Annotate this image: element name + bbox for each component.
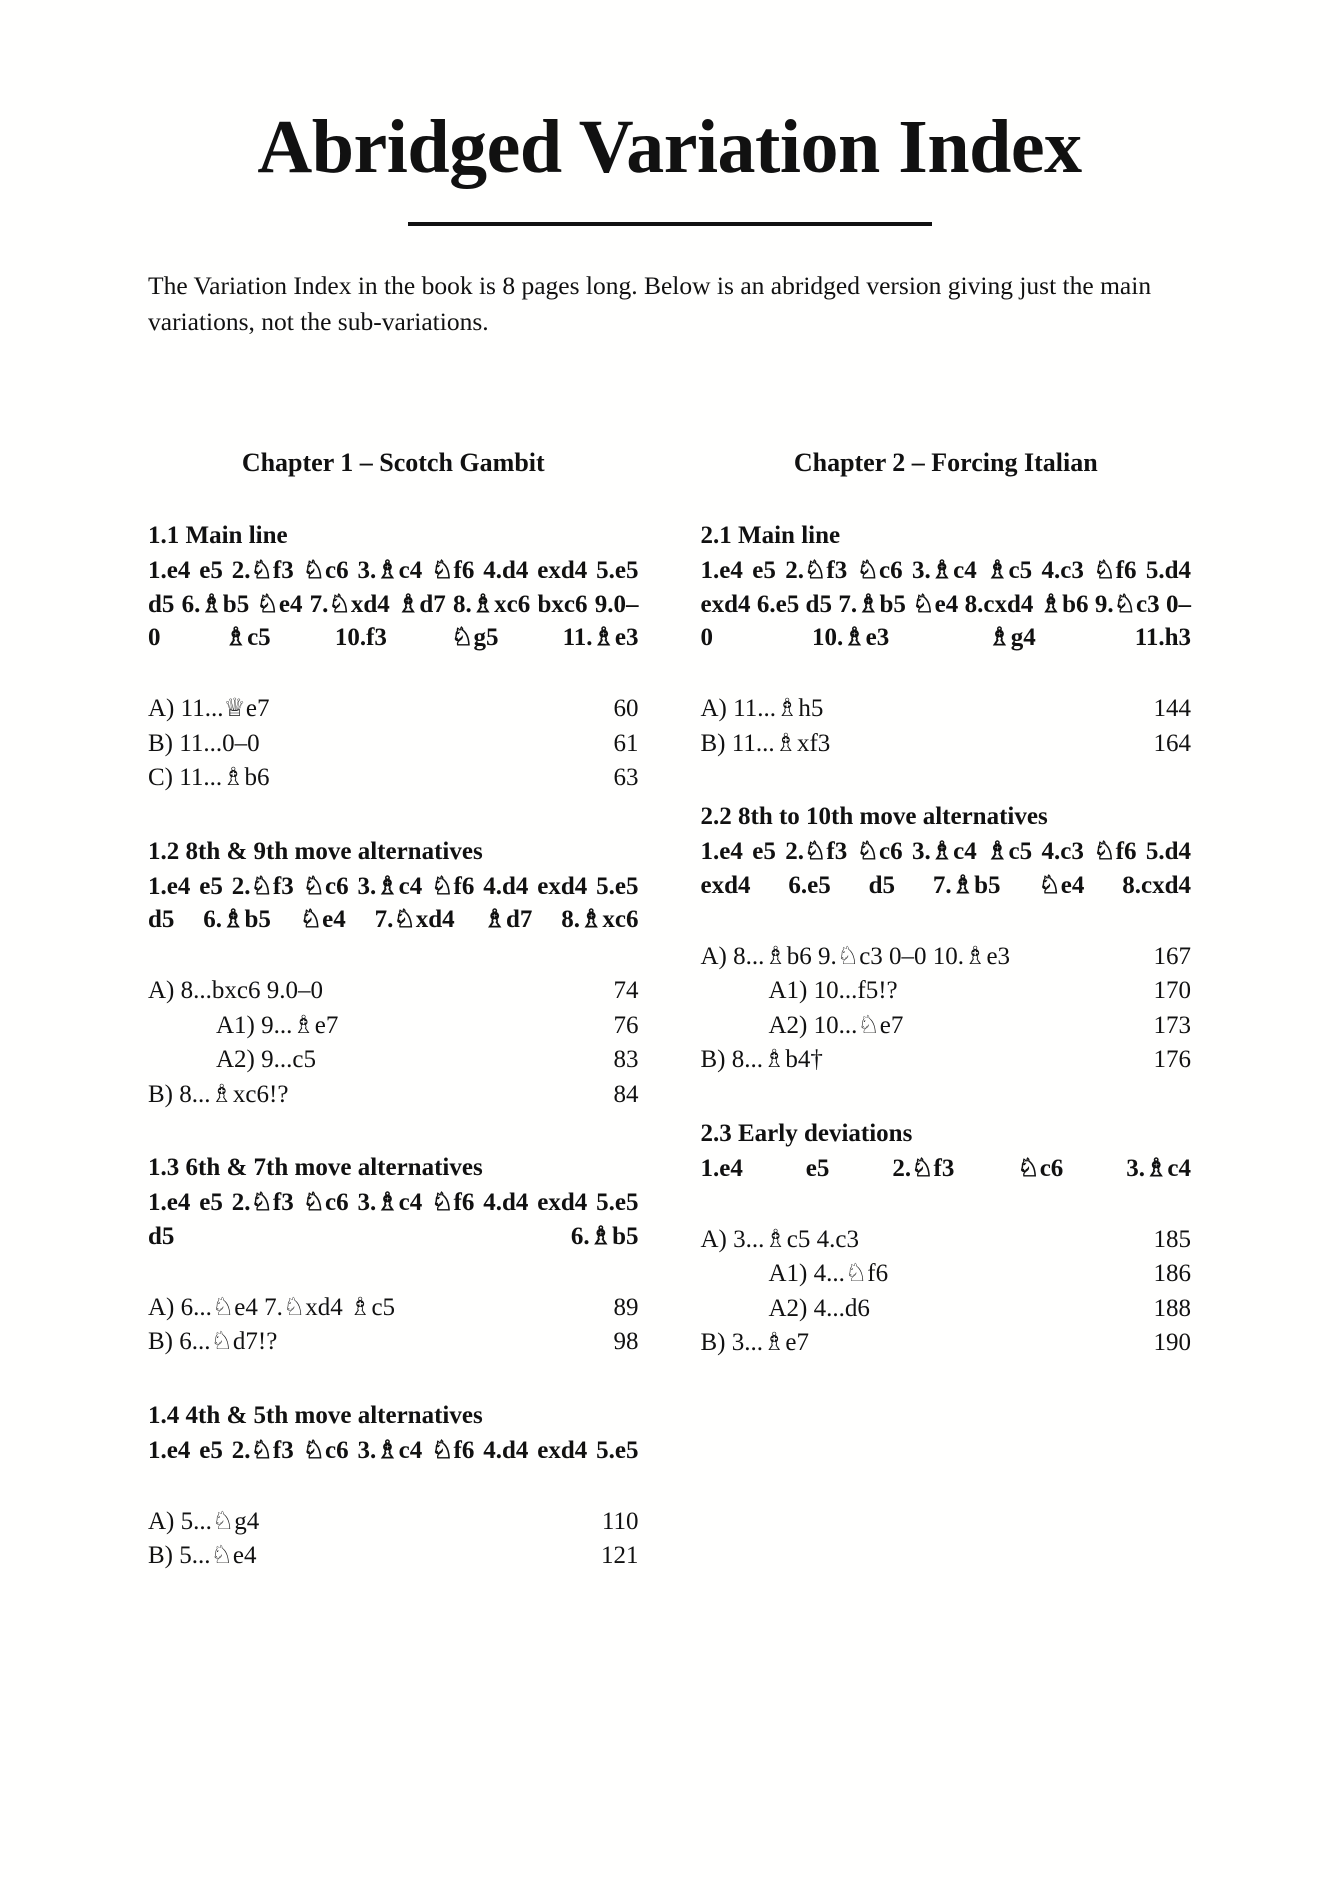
index-entry[interactable]: [148, 1505, 639, 1540]
section-title: 1.3 6th & 7th move alternatives: [148, 1154, 483, 1181]
index-entry[interactable]: [701, 1257, 1192, 1292]
title-divider: [408, 222, 932, 226]
section-title: 2.2 8th to 10th move alternatives: [700, 803, 1048, 830]
index-entry[interactable]: [701, 1223, 1192, 1258]
index-entry[interactable]: [148, 1009, 639, 1044]
section-title: 1.4 4th & 5th move alternatives: [148, 1401, 483, 1429]
section-title: 2.3 Early deviations: [700, 1119, 913, 1147]
index-entry[interactable]: [701, 1009, 1192, 1044]
entry-label: A) 8...bxc6 9.0–0: [148, 977, 323, 1004]
entry-label: C) 11...♗b6: [148, 764, 270, 791]
entry-label: B) 5...♘e4: [148, 1542, 257, 1569]
entry-page-number: 74: [613, 977, 639, 1004]
entry-page-number: 89: [613, 1293, 639, 1321]
entry-label: B) 8...♗xc6!?: [148, 1080, 289, 1108]
index-entry[interactable]: [148, 1539, 639, 1574]
chapter-heading: Chapter 2 – Forcing Italian: [793, 448, 1098, 477]
entry-page-number: 190: [1153, 1329, 1191, 1356]
entry-page-number: 188: [1153, 1294, 1191, 1322]
index-entry[interactable]: [701, 940, 1192, 975]
entry-page-number: 164: [1153, 729, 1191, 757]
entry-label: A) 5...♘g4: [148, 1507, 260, 1535]
entry-page-number: 144: [1153, 695, 1191, 722]
entry-page-number: 186: [1153, 1260, 1191, 1287]
entry-page-number: 84: [613, 1080, 639, 1108]
entry-label: B) 3...♗e7: [700, 1329, 810, 1356]
intro-paragraph: The Variation Index in the book is 8 pages long. Below is an abridged version giving just the main variations, not the sub-variations.: [148, 270, 1152, 336]
entry-label: A2) 10...♘e7: [768, 1011, 904, 1039]
entry-page-number: 63: [613, 764, 639, 791]
page-title: Abridged Variation Index: [257, 105, 1082, 189]
section-title: 2.1 Main line: [700, 522, 841, 549]
index-entry[interactable]: [701, 1043, 1192, 1078]
section-2-3: [701, 1118, 1192, 1361]
entry-page-number: 110: [601, 1507, 639, 1535]
entry-page-number: 121: [601, 1542, 639, 1569]
section-moves: 1.e4 e5 2.♘f3 ♘c6 3.♗c4 ♘f6 4.d4 exd4 5.e5: [148, 1436, 639, 1464]
entry-label: A2) 9...c5: [216, 1046, 316, 1073]
section-title: 1.2 8th & 9th move alternatives: [148, 837, 483, 865]
section-2-2: [701, 801, 1192, 1078]
entry-label: B) 8...♗b4†: [700, 1046, 823, 1073]
column-chapter-1: [148, 448, 639, 1614]
entry-page-number: 98: [613, 1328, 639, 1355]
section-moves: 1.e4 e5 2.♘f3 ♘c6 3.♗c4 ♘f6 4.d4 exd4 5.e5 d5 6.♗b5 ♘e4 7.♘xd4 ♗d7 8.♗xc6 bxc6 9.0–0 ♗c5 10.f3 ♘g5 11.♗e3: [148, 557, 639, 651]
entry-page-number: 83: [613, 1046, 639, 1073]
index-entry[interactable]: [701, 692, 1192, 727]
entry-page-number: 167: [1153, 942, 1191, 970]
section-moves: 1.e4 e5 2.♘f3 ♘c6 3.♗c4 ♘f6 4.d4 exd4 5.e5 d5 6.♗b5 ♘e4 7.♘xd4 ♗d7 8.♗xc6: [148, 872, 639, 933]
section-1-1: [148, 520, 639, 796]
entry-page-number: 76: [613, 1011, 639, 1039]
entry-page-number: 185: [1153, 1225, 1191, 1253]
section-1-2: [148, 836, 639, 1113]
entry-page-number: 176: [1153, 1046, 1191, 1073]
chapter-heading: Chapter 1 – Scotch Gambit: [241, 448, 545, 477]
entry-page-number: 173: [1153, 1011, 1191, 1039]
entry-page-number: 60: [613, 695, 639, 722]
entry-page-number: 61: [613, 729, 639, 757]
section-moves: 1.e4 e5 2.♘f3 ♘c6 3.♗c4 ♗c5 4.c3 ♘f6 5.d4 exd4 6.e5 d5 7.♗b5 ♘e4 8.cxd4: [700, 838, 1191, 899]
index-entry[interactable]: [148, 761, 639, 796]
entry-page-number: 170: [1153, 977, 1191, 1004]
section-1-3: [148, 1152, 639, 1360]
index-columns: [148, 448, 1191, 1614]
entry-label: A) 11...♕e7: [148, 695, 270, 722]
index-entry[interactable]: [148, 727, 639, 762]
entry-label: B) 11...♗xf3: [700, 729, 831, 757]
entry-label: A1) 4...♘f6: [768, 1260, 889, 1287]
index-entry[interactable]: [148, 1078, 639, 1113]
column-chapter-2: [701, 448, 1192, 1614]
entry-label: A) 11...♗h5: [700, 695, 824, 722]
section-2-1: [701, 520, 1192, 761]
section-moves: 1.e4 e5 2.♘f3 ♘c6 3.♗c4: [700, 1154, 1191, 1182]
entry-label: A) 3...♗c5 4.c3: [700, 1225, 859, 1253]
index-entry[interactable]: [148, 1043, 639, 1078]
index-entry[interactable]: [148, 692, 639, 727]
section-moves: 1.e4 e5 2.♘f3 ♘c6 3.♗c4 ♘f6 4.d4 exd4 5.e5 d5 6.♗b5: [148, 1189, 639, 1250]
section-moves: 1.e4 e5 2.♘f3 ♘c6 3.♗c4 ♗c5 4.c3 ♘f6 5.d4 exd4 6.e5 d5 7.♗b5 ♘e4 8.cxd4 ♗b6 9.♘c3 0–0 10.♗e3 ♗g4 11.h3: [700, 557, 1191, 651]
index-entry[interactable]: [701, 1292, 1192, 1327]
index-entry[interactable]: [148, 1291, 639, 1326]
entry-label: A1) 10...f5!?: [768, 977, 898, 1004]
index-entry[interactable]: [701, 1326, 1192, 1361]
entry-label: A) 6...♘e4 7.♘xd4 ♗c5: [148, 1293, 396, 1321]
section-1-4: [148, 1400, 639, 1574]
index-entry[interactable]: [701, 974, 1192, 1009]
entry-label: B) 11...0–0: [148, 729, 260, 757]
entry-label: A2) 4...d6: [768, 1294, 870, 1322]
index-entry[interactable]: [148, 1325, 639, 1360]
index-entry[interactable]: [148, 974, 639, 1009]
entry-label: A) 8...♗b6 9.♘c3 0–0 10.♗e3: [700, 942, 1011, 970]
entry-label: B) 6...♘d7!?: [148, 1328, 278, 1355]
entry-label: A1) 9...♗e7: [216, 1011, 339, 1039]
index-entry[interactable]: [701, 727, 1192, 762]
section-title: 1.1 Main line: [148, 522, 288, 549]
